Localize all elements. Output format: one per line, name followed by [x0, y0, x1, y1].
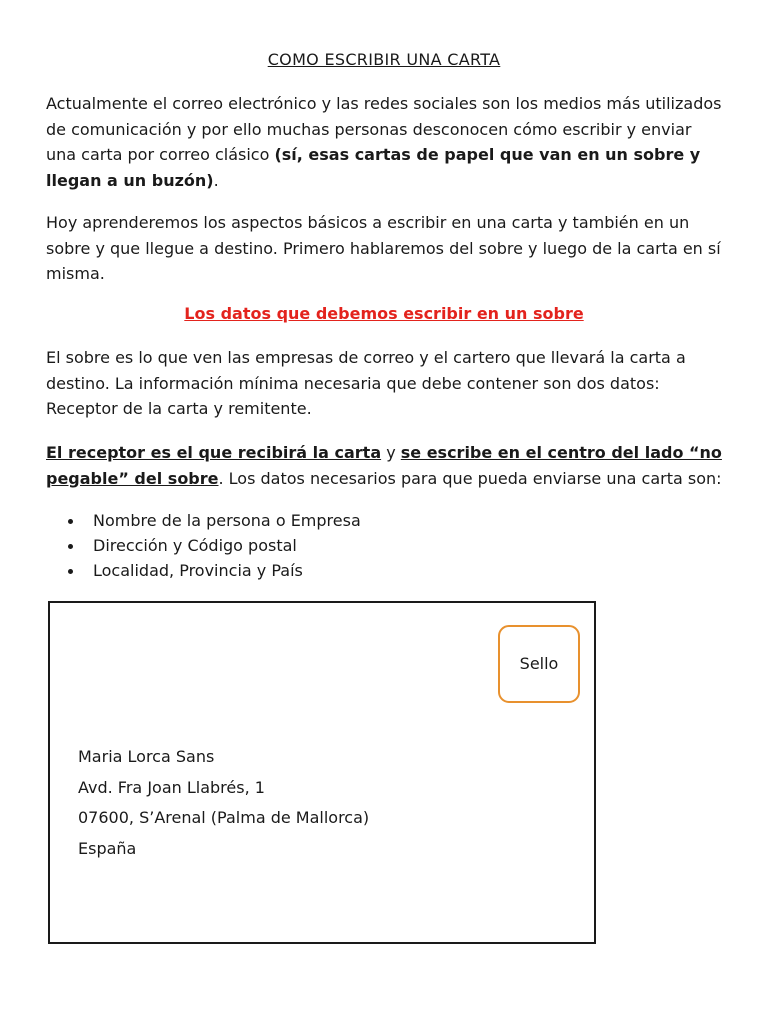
address-line-city: 07600, S’Arenal (Palma de Mallorca): [78, 808, 370, 827]
list-item-text: Nombre de la persona o Empresa: [93, 511, 361, 530]
stamp-box: [498, 625, 580, 703]
bullet-icon: [68, 519, 73, 524]
intro-bold-text: (sí, esas cartas de papel que van en un sobre y llegan a un buzón): [46, 145, 701, 190]
list-item: [66, 558, 361, 583]
list-item: [66, 533, 361, 558]
section-title: Los datos que debemos escribir en un sobre: [184, 304, 584, 323]
address-line-country: España: [78, 838, 137, 858]
page-title: COMO ESCRIBIR UNA CARTA: [267, 50, 501, 69]
recipient-address: [78, 742, 369, 864]
envelope-illustration: [48, 601, 596, 944]
address-line-street: Avd. Fra Joan Llabrés, 1: [78, 777, 265, 797]
required-data-list: [66, 508, 361, 583]
list-item: [66, 508, 361, 533]
intro-text: Actualmente el correo electrónico y las redes sociales son los medios más utilizados de comunicación y por ello muchas personas desconocen cómo escribir y enviar una carta por correo clásico: [46, 94, 722, 164]
stamp-label: Sello: [519, 654, 559, 673]
intro-end: .: [213, 170, 219, 190]
receptor-definition: El receptor es el que recibirá la carta: [46, 443, 382, 462]
intro-paragraph: [46, 91, 726, 193]
paragraph-3: El sobre es lo que ven las empresas de correo y el cartero que llevará la carta a destino. La información mínima necesaria que debe contener son dos datos: Receptor de la carta y remitente.: [46, 348, 686, 418]
list-item-text: Localidad, Provincia y País: [93, 561, 303, 580]
bullet-icon: [68, 569, 73, 574]
list-item-text: Dirección y Código postal: [93, 536, 297, 555]
paragraph-4: [46, 440, 726, 491]
placement-instruction: se escribe en el centro del lado “no pegable” del sobre: [46, 443, 722, 488]
bullet-icon: [68, 544, 73, 549]
paragraph-4-rest: . Los datos necesarios para que pueda enviarse una carta son:: [218, 468, 722, 488]
connector-text: y: [381, 443, 401, 462]
address-line-name: Maria Lorca Sans: [78, 747, 215, 766]
paragraph-2: Hoy aprenderemos los aspectos básicos a escribir en una carta y también en un sobre y que llegue a destino. Primero hablaremos del sobre y luego de la carta en sí misma.: [46, 213, 721, 283]
